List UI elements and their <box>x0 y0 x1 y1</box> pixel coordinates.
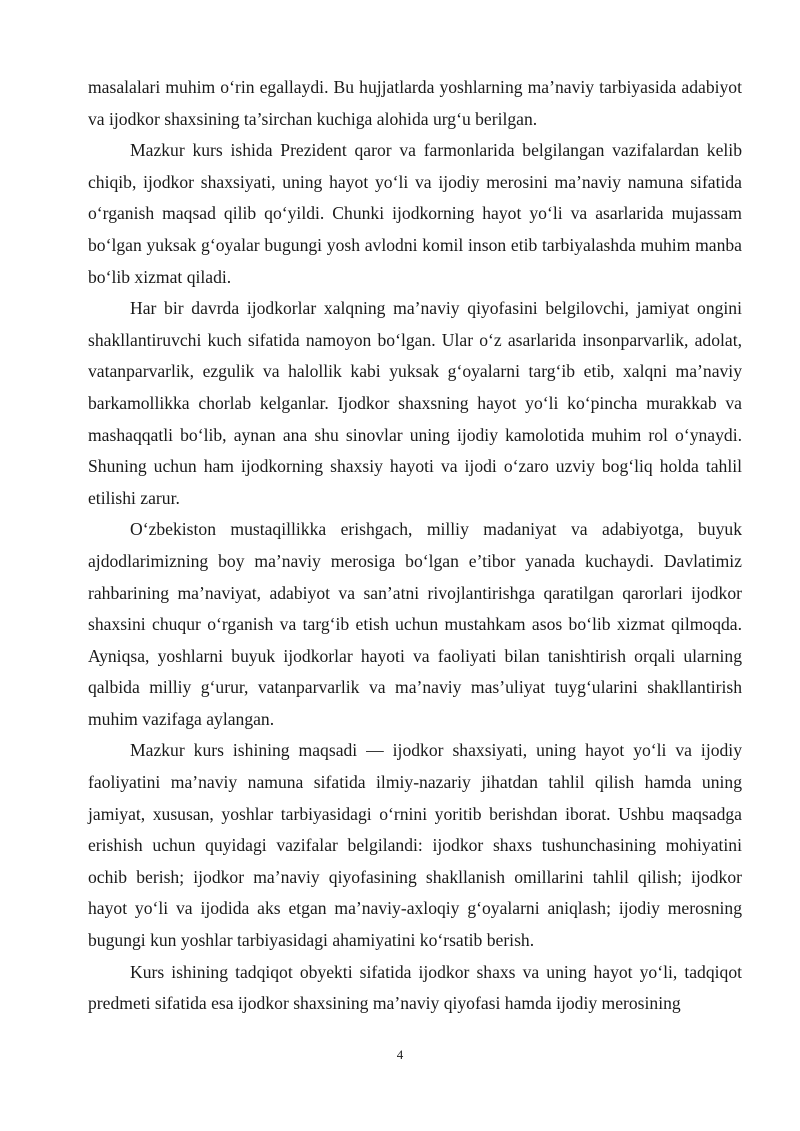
paragraph-continuation: masalalari muhim o‘rin egallaydi. Bu hujjatlarda yoshlarning ma’naviy tarbiyasida adabiyot va ijodkor shaxsining ta’sirchan kuchiga alohida urg‘u berilgan. <box>88 77 742 129</box>
paragraph: Har bir davrda ijodkorlar xalqning ma’naviy qiyofasini belgilovchi, jamiyat ongini shakllantiruvchi kuch sifatida namoyon bo‘lgan. Ular o‘z asarlarida insonparvarlik, adolat, vatanparvarlik, ezgulik va halollik kabi yuksak g‘oyalarni targ‘ib etib, xalqni ma’naviy barkamollikka chorlab kelganlar. Ijodkor shaxsning hayot yo‘li ko‘pincha murakkab va mashaqqatli bo‘lib, aynan ana shu sinovlar uning ijodiy kamolotida muhim rol o‘ynaydi. Shuning uchun ham ijodkorning shaxsiy hayoti va ijodi o‘zaro uzviy bog‘liq holda tahlil etilishi zarur. <box>88 298 742 508</box>
body-text <box>88 72 742 1020</box>
paragraph: Kurs ishining tadqiqot obyekti sifatida ijodkor shaxs va uning hayot yo‘li, tadqiqot predmeti sifatida esa ijodkor shaxsining ma’naviy qiyofasi hamda ijodiy merosining <box>88 961 742 1014</box>
page-number: 4 <box>396 1047 404 1062</box>
paragraph: Mazkur kurs ishida Prezident qaror va farmonlarida belgilangan vazifalardan kelib chiqib, ijodkor shaxsiyati, uning hayot yo‘li va ijodiy merosini ma’naviy namuna sifatida o‘rganish maqsad qilib qo‘yildi. Chunki ijodkorning hayot yo‘li va asarlarida mujassam bo‘lgan yuksak g‘oyalar bugungi yosh avlodni komil inson etib tarbiyalashda muhim manba bo‘lib xizmat qiladi. <box>88 140 742 287</box>
paragraph: Mazkur kurs ishining maqsadi — ijodkor shaxsiyati, uning hayot yo‘li va ijodiy faoliyatini ma’naviy namuna sifatida ilmiy-nazariy jihatdan tahlil qilish hamda uning jamiyat, xususan, yoshlar tarbiyasidagi o‘rnini yoritib berishdan iborat. Ushbu maqsadga erishish uchun quyidagi vazifalar belgilandi: ijodkor shaxs tushunchasining mohiyatini ochib berish; ijodkor ma’naviy qiyofasining shakllanish omillarini tahlil qilish; ijodkor hayot yo‘li va ijodida aks etgan ma’naviy-axloqiy g‘oyalarni aniqlash; ijodiy merosning bugungi kun yoshlar tarbiyasidagi ahamiyatini ko‘rsatib berish. <box>88 740 742 951</box>
paragraph: O‘zbekiston mustaqillikka erishgach, milliy madaniyat va adabiyotga, buyuk ajdodlarimizning boy ma’naviy merosiga bo‘lgan e’tibor yanada kuchaydi. Davlatimiz rahbarining ma’naviyat, adabiyot va san’atni rivojlantirishga qaratilgan qarorlari ijodkor shaxsini chuqur o‘rganish va targ‘ib etish uchun mustahkam asos bo‘lib xizmat qilmoqda. Ayniqsa, yoshlarni buyuk ijodkorlar hayoti va faoliyati bilan tanishtirish orqali ularning qalbida milliy g‘urur, vatanparvarlik va ma’naviy mas’uliyat tuyg‘ularini shakllantirish muhim vazifaga aylangan. <box>88 519 742 729</box>
